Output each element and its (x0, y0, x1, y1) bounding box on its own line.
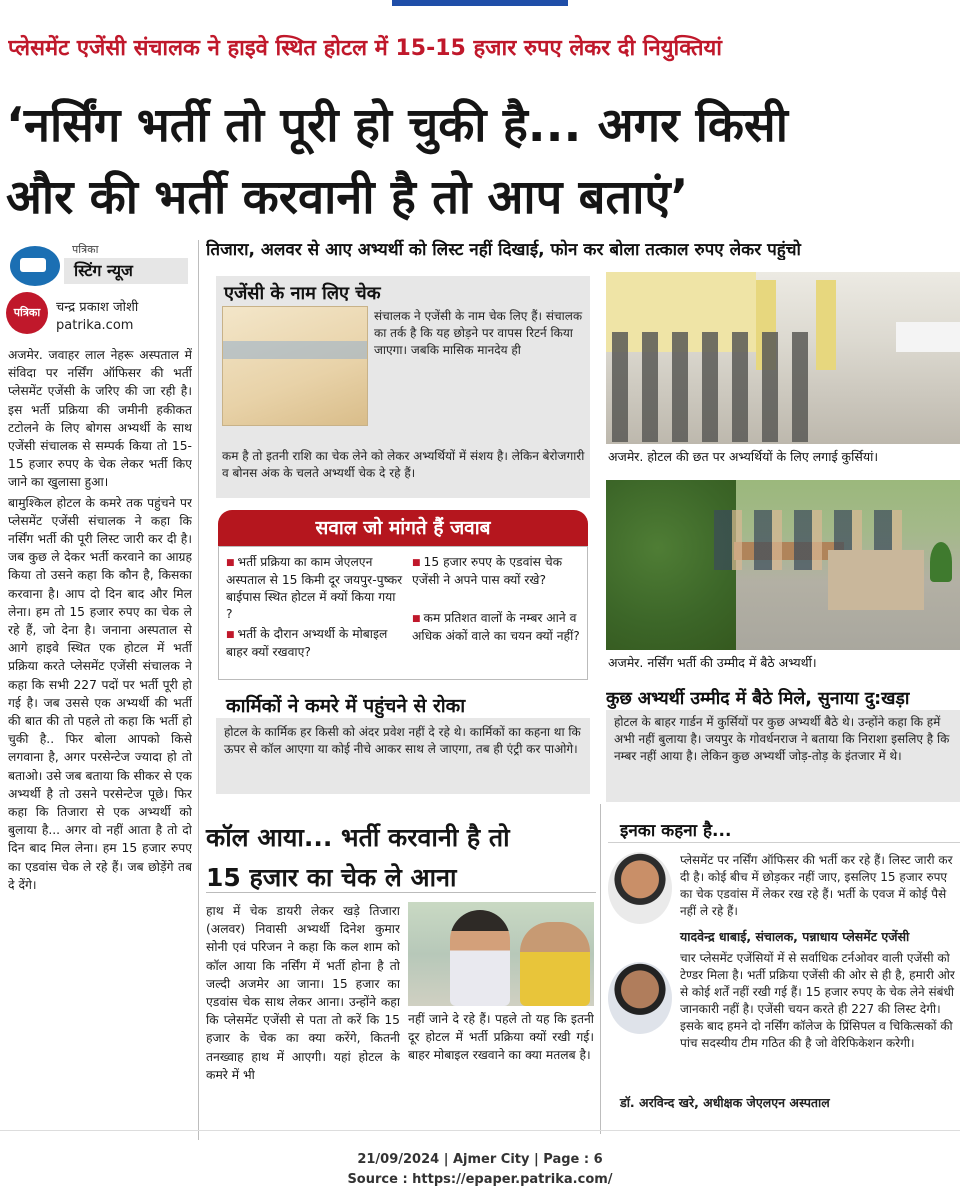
inka-kahna-title: इनका कहना है... (620, 821, 732, 841)
kuch-title: कुछ अभ्यर्थी उम्मीद में बैठे मिले, सुनाया दु:खड़ा (606, 689, 910, 709)
garden-candidates-photo (606, 480, 960, 650)
patrika-logo: पत्रिका (6, 292, 48, 334)
signature-superintendent: डॉ. अरविन्द खरे, अधीक्षक जेएलएन अस्पताल (620, 1095, 830, 1110)
call-story-title-line-1: कॉल आया... भर्ती करवानी है तो (206, 823, 510, 852)
agency-director-portrait (608, 852, 672, 924)
subheadline: तिजारा, अलवर से आए अभ्यर्थी को लिस्ट नहीं दिखाई, फोन कर बोला तत्काल रुपए लेकर पहुंचो (206, 240, 801, 260)
main-article-column (8, 346, 192, 1124)
questions-banner: सवाल जो मांगते हैं जवाब (218, 510, 588, 546)
headline-line-2: और की भर्ती करवानी है तो आप बताएं’ (6, 170, 689, 225)
main-paragraph: बामुश्किल होटल के कमरे तक पहुंचने पर प्लेसमेंट एजेंसी संचालक ने कहा कि नर्सिंग भर्ती की पूरी लिस्ट जारी कर दी है। जब कुछ ले देकर भर्ती करवाने का आग्रह किया तो उसने कहा कि कौन है, किसका करवाना है। आप दो दिन बाद और मिल लेना। हम तो 15 हजार रुपए का चेक ले रहे हैं, जो देना है। जनाना अस्पताल से आगे हाइवे स्थित एक होटल में भर्ती प्रक्रिया करते प्लेसमेंट एजेंसी संचालक ने कहा कि सभी 227 पदों पर भर्ती पूरी हो गई है। जब उससे एक अभ्यर्थी की भर्ती की बात की तो पहले तो कहा कि भर्ती हो चुकी है.. फिर बोला आपको किसे लगवाना है, अगर परसेन्टेज ज्यादा हो तो बताओ। उसे जब बताया कि सीकर से एक अभ्यर्थी है तो उसने परसेन्टेज पूछे। फिर कहा कि तिजारा से एक अभ्यर्थी को बुलाया है... अगर वो नहीं आता है तो दो दिन बाद मिल लेना। हम 15 हजार रुपए का एडवांस चेक ले रहे हैं। जब छोड़ेंगे तब दे देंगे। (8, 495, 192, 892)
call-story-title (206, 818, 596, 898)
sting-news-badge (6, 240, 188, 288)
byline-site: patrika.com (56, 318, 134, 333)
main-paragraph: अजमेर. जवाहर लाल नेहरू अस्पताल में संविदा पर नर्सिंग ऑफिसर की भर्ती प्लेसमेंट एजेंसी के जरिए की जा रही है। इस भर्ती प्रक्रिया की जमीनी हकीकत टटोलने के लिए बोगस अभ्यर्थी के साथ एजेंसी संचालक से सम्पर्क किया तो 15-15 हजार रुपए के चेक लेकर भर्ती किए जाने का खुलासा हुआ। (8, 348, 192, 490)
question-item: ■ कम प्रतिशत वालों के नम्बर आने व अधिक अंकों वाले का चयन क्यों नहीं? (412, 610, 582, 645)
question-item: ■ भर्ती के दौरान अभ्यर्थी के मोबाइल बाहर क्यों रखवाए? (226, 626, 404, 661)
check-box-text-continued: कम है तो इतनी राशि का चेक लेने को लेकर अभ्यर्थियों में संशय है। लेकिन बेरोजगारी व बोनस अंक के चलते अभ्यर्थी चेक दे रहे हैं। (222, 449, 585, 480)
sting-label: स्टिंग न्यूज (64, 258, 188, 284)
question-item: ■ भर्ती प्रक्रिया का काम जेएलएन अस्पताल से 15 किमी दूर जयपुर-पुष्कर बाईपास स्थित होटल में क्यों किया गया ? (226, 554, 404, 623)
kuch-text: होटल के बाहर गार्डन में कुर्सियों पर कुछ अभ्यर्थी बैठे थे। उन्होंने कहा कि हमें अभी नहीं बुलाया है। जयपुर के गोवर्धनराज ने बताया कि निराशा इसलिए है कि नम्बर नहीं आया है। लेकिन कुछ अभ्यर्थी जोड़-तोड़ के इंतजार में थे। (614, 715, 950, 763)
inka-kahna-divider (608, 842, 960, 843)
footer-divider (0, 1130, 960, 1131)
quote-agency-director: प्लेसमेंट पर नर्सिंग ऑफिसर की भर्ती कर रहे हैं। लिस्ट जारी कर दी है। कोई बीच में छोड़कर नहीं जाए, इसलिए 15 हजार रुपए का चेक एडवांस में लेकर रख रहे हैं। भर्ती के एवज में कोई पैसे नहीं ले रहे हैं। (680, 853, 953, 918)
column-divider (198, 240, 199, 1140)
candidate-family-photo (408, 902, 594, 1006)
quote-superintendent: चार प्लेसमेंट एजेंसियों में से सर्वाधिक टर्नओवर वाली एजेंसी को टेण्डर मिला है। भर्ती प्रक्रिया एजेंसी की ओर से ही है, हमारी ओर से कोई शर्तें नहीं रखी गई हैं। 15 हजार रुपए के चेक लेने संबंधी जानकारी नहीं है। एजेंसी चयन करते ही 227 की लिस्ट देगी। इसके बाद हमने दो नर्सिंग कॉलेज के प्रिंसिपल व चिकित्सकों की पांच सदस्यीय टीम गठित की है जो वेरिफिकेशन करेगी। (680, 951, 955, 1050)
call-story-divider (206, 892, 596, 893)
byline-name: चन्द्र प्रकाश जोशी (56, 300, 139, 315)
kicker-line: प्लेसमेंट एजेंसी संचालक ने हाइवे स्थित होटल में 15-15 हजार रुपए लेकर दी नियुक्तियां (8, 36, 722, 61)
question-item: ■ 15 हजार रुपए के एडवांस चेक एजेंसी ने अपने पास क्यों रखे? (412, 554, 582, 589)
superintendent-portrait (608, 962, 672, 1034)
headline-line-1: ‘नर्सिंग भर्ती तो पूरी हो चुकी है... अगर किसी (6, 98, 788, 153)
karmik-title: कार्मिकों ने कमरे में पहुंचने से रोका (226, 695, 466, 717)
call-story-title-line-2: 15 हजार का चेक ले आना (206, 863, 457, 892)
signature-agency-director: यादवेन्द्र धाबाई, संचालक, पन्नाधाय प्लेसमेंट एजेंसी (680, 929, 910, 944)
camera-icon (10, 246, 60, 286)
footer-source: Source : https://epaper.patrika.com/ (347, 1172, 613, 1187)
column-divider-2 (600, 804, 601, 1134)
top-color-bar (392, 0, 568, 6)
garden-photo-caption: अजमेर. नर्सिंग भर्ती की उम्मीद में बैठे अभ्यर्थी। (608, 655, 817, 670)
cheque-photo (222, 306, 368, 426)
footer-date-page: 21/09/2024 | Ajmer City | Page : 6 (357, 1152, 603, 1167)
check-box-title: एजेंसी के नाम लिए चेक (224, 283, 381, 304)
check-box-text: संचालक ने एजेंसी के नाम चेक लिए हैं। संचालक का तर्क है कि यह छोड़ने पर वापस रिटर्न किया जाएगा। जबकि मासिक मानदेय ही (374, 309, 583, 357)
karmik-text: होटल के कार्मिक हर किसी को अंदर प्रवेश नहीं दे रहे थे। कार्मिकों का कहना था कि ऊपर से कॉल आएगा या कोई नीचे आकर साथ ले जाएगा, तब ही एंट्री कर पाओगे। (224, 725, 581, 756)
sting-small-label: पत्रिका (72, 243, 99, 256)
call-story-text-left: हाथ में चेक डायरी लेकर खड़े तिजारा (अलवर) निवासी अभ्यर्थी दिनेश कुमार सोनी एवं परिजन ने कहा कि कल शाम को कॉल आया कि नर्सिंग में भर्ती होना है तो जल्दी अजमेर आ जाना। 15 हजार का एडवांस चेक साथ लेकर आना। उन्होंने कहा कि प्लेसमेंट एजेंसी से पता तो करें कि 15 हजार के चेक का क्या करेंगे, कितनी तनख्वाह हाथ में आएगी। यहां होटल के कमरे में भी (206, 904, 400, 1082)
rooftop-chairs-photo (606, 272, 960, 444)
call-story-text-right: नहीं जाने दे रहे हैं। पहले तो यह कि इतनी दूर होटल में भर्ती प्रक्रिया क्यों रखी गई। बाहर मोबाइल रखवाने का क्या मतलब है। (408, 1012, 594, 1063)
rooftop-photo-caption: अजमेर. होटल की छत पर अभ्यर्थियों के लिए लगाई कुर्सियां। (608, 449, 879, 464)
